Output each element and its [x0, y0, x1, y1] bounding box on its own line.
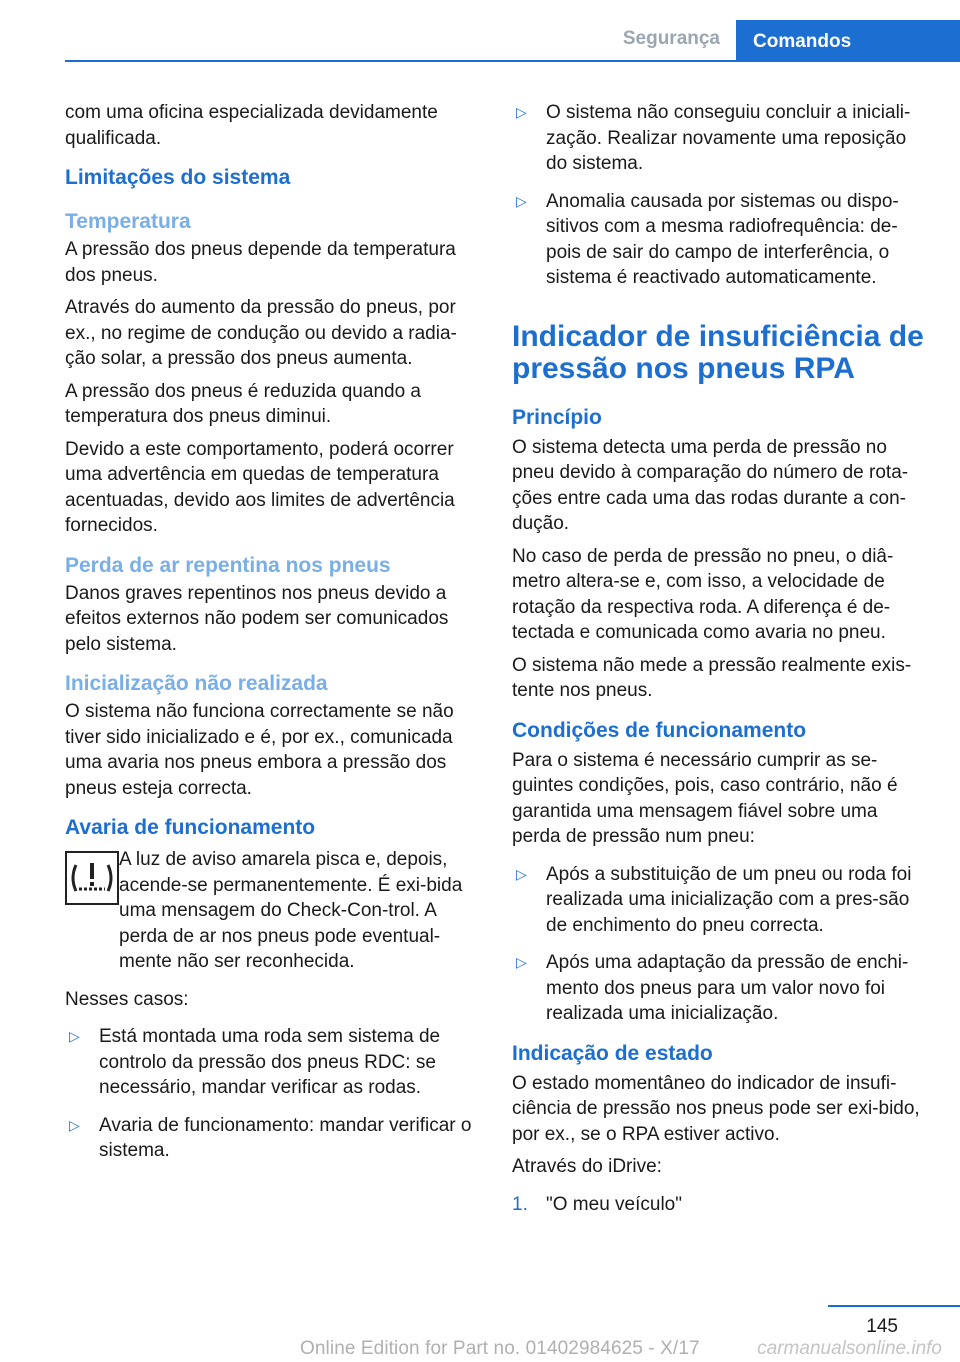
heading-malfunction: Avaria de funcionamento: [65, 816, 316, 839]
bullet-text: O sistema não conseguiu concluir a iniciali-zação. Realizar novamente uma reposição do sistema.: [546, 102, 911, 174]
heading-principle: Princípio: [512, 405, 602, 429]
header-tab-active-label: Comandos: [753, 31, 852, 52]
bullet-text: Anomalia causada por sistemas ou dispo-sitivos com a mesma radiofrequência: de-pois de sair do campo de interferência, o sistema é reactivado automaticamente.: [546, 190, 899, 288]
watermark: carmanualsonline.info: [757, 1338, 942, 1359]
list-item: [512, 100, 930, 177]
triangle-bullet-icon: ▷: [516, 104, 527, 120]
page-number: 145: [866, 1316, 898, 1337]
triangle-bullet-icon: ▷: [516, 192, 527, 209]
no-init-text: O sistema não funciona correctamente se não tiver sido inicializado e é, por ex., comunicada uma avaria nos pneus embora a pressão dos pneus esteja correcta.: [65, 701, 454, 799]
header-tab-segment: Segurança: [622, 28, 720, 49]
triangle-bullet-icon: ▷: [516, 865, 527, 882]
header-tab-active: [736, 20, 960, 62]
bullet-text: Está montada uma roda sem sistema de controlo da pressão dos pneus RDC: se necessário, mandar verificar as rodas.: [99, 1026, 441, 1098]
principle-paragraph: O sistema detecta uma perda de pressão no pneu devido à comparação do número de rota-ções entre cada uma das rodas durante a con-dução.: [512, 436, 909, 534]
heading-conditions: Condições de funcionamento: [512, 718, 807, 742]
malfunction-bullets: [65, 1024, 480, 1164]
heading-rpa: Indicador de insuficiência de pressão nos pneus RPA: [512, 319, 924, 385]
idrive-label: Através do iDrive:: [512, 1156, 662, 1177]
conditions-bullets: [512, 862, 930, 1027]
cases-label: Nesses casos:: [65, 988, 189, 1010]
idrive-steps: [512, 1192, 930, 1218]
step-text: "O meu veículo": [546, 1193, 682, 1215]
sudden-loss-text: Danos graves repentinos nos pneus devido a efeitos externos não podem ser comunicados pelo sistema.: [65, 582, 449, 655]
heading-sudden-loss: Perda de ar repentina nos pneus: [65, 553, 391, 577]
temperature-paragraph: A pressão dos pneus é reduzida quando a temperatura dos pneus diminui.: [65, 380, 421, 427]
footer-rule: [828, 1305, 960, 1307]
malfunction-text: A luz de aviso amarela pisca e, depois, acende-se permanentemente. É exi-bida uma mensagem do Check-Con-trol. A perda de ar nos pneus pode eventual-mente não ser reconhecida.: [119, 849, 463, 972]
status-text: O estado momentâneo do indicador de insufi-ciência de pressão nos pneus pode ser exi-bido, por ex., se o RPA estiver activo.: [512, 1072, 920, 1145]
list-item: [512, 862, 930, 939]
init-bullets: [512, 100, 930, 291]
heading-no-init: Inicialização não realizada: [65, 672, 328, 695]
heading-limitations: Limitações do sistema: [65, 166, 291, 189]
principle-paragraph: No caso de perda de pressão no pneu, o diâ-metro altera-se e, com isso, a velocidade de rotação da respectiva roda. A diferença é de-tectada e comunicada como avaria no pneu.: [512, 545, 894, 643]
triangle-bullet-icon: ▷: [69, 1116, 80, 1133]
bullet-text: Após a substituição de um pneu ou roda foi realizada uma inicialização com a pres-são de enchimento do pneu correcta.: [546, 863, 912, 936]
list-item: [65, 1113, 480, 1164]
tire-pressure-warning-icon: [65, 851, 119, 905]
principle-paragraph: O sistema não mede a pressão realmente exis-tente nos pneus.: [512, 654, 912, 701]
warning-block: [65, 847, 480, 975]
left-column: [65, 100, 480, 1176]
list-item: [65, 1024, 480, 1101]
bullet-text: Após uma adaptação da pressão de enchi-mento dos pneus para um valor novo foi realizada uma inicialização.: [546, 952, 909, 1024]
step-number: 1.: [512, 1193, 528, 1215]
list-item: [512, 189, 930, 291]
page-header: [0, 0, 960, 62]
temperature-paragraph: Devido a este comportamento, poderá ocorrer uma advertência em quedas de temperatura acentuadas, devido aos limites de advertência fornecidos.: [65, 438, 455, 536]
heading-temperature: Temperatura: [65, 210, 191, 233]
temperature-paragraph: A pressão dos pneus depende da temperatura dos pneus.: [65, 239, 456, 286]
list-item: [512, 1192, 930, 1218]
heading-status: Indicação de estado: [512, 1041, 713, 1065]
bullet-text: Avaria de funcionamento: mandar verificar o sistema.: [99, 1114, 472, 1161]
right-column: [512, 100, 930, 1217]
triangle-bullet-icon: ▷: [69, 1028, 80, 1044]
triangle-bullet-icon: ▷: [516, 954, 527, 970]
conditions-text: Para o sistema é necessário cumprir as se-guintes condições, pois, caso contrário, não é garantida uma mensagem fiável sobre uma perda de pressão num pneu:: [512, 749, 898, 847]
edition-note: Online Edition for Part no. 01402984625 - X/17: [300, 1338, 700, 1359]
intro-text: com uma oficina especializada devidamente qualificada.: [65, 102, 438, 149]
list-item: [512, 950, 930, 1027]
header-rule: [65, 60, 960, 62]
temperature-paragraph: Através do aumento da pressão do pneus, por ex., no regime de condução ou devido a radia-ção solar, a pressão dos pneus aumenta.: [65, 297, 457, 369]
